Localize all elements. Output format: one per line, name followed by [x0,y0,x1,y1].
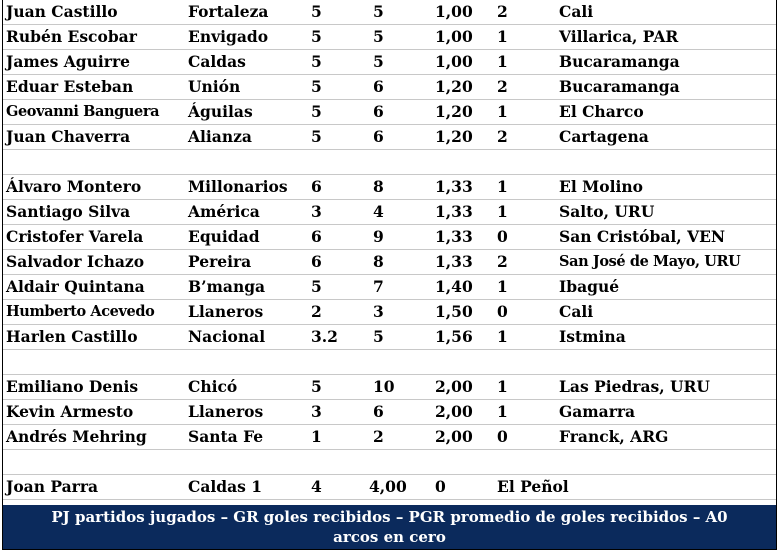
player-name: Juan Castillo [6,2,118,21]
birthplace: Cali [559,2,594,21]
matches-played: 3.2 [311,327,338,346]
goals-average: 1,33 [435,202,473,221]
team-name: Alianza [188,127,252,146]
clean-sheets: 1 [497,52,508,71]
table-row [3,300,776,325]
birthplace: San Cristóbal, VEN [559,227,726,246]
goals-conceded: 5 [373,52,384,71]
clean-sheets: 1 [497,202,508,221]
team-name: Santa Fe [188,427,264,446]
table-row [3,175,776,200]
goals-average: 1,20 [435,77,473,96]
matches-played: 3 [311,202,322,221]
birthplace: Salto, URU [559,202,655,221]
matches-played: 5 [311,77,322,96]
player-name: Emiliano Denis [6,377,139,396]
matches-played: 6 [311,227,322,246]
birthplace: El Molino [559,177,643,196]
table-row [3,100,776,125]
table-row [3,50,776,75]
goals-conceded: 6 [373,127,384,146]
player-name: Eduar Esteban [6,77,134,96]
goals-conceded: 6 [373,77,384,96]
birthplace: Istmina [559,327,626,346]
clean-sheets: 1 [497,27,508,46]
matches-played: 5 [311,277,322,296]
clean-sheets: 1 [497,377,508,396]
clean-sheets: 0 [497,302,508,321]
player-name: Álvaro Montero [6,177,142,196]
goals-average: 1,00 [435,2,473,21]
clean-sheets: 0 [497,227,508,246]
table-row [3,425,776,450]
clean-sheets: 2 [497,252,508,271]
clean-sheets: 0 [497,427,508,446]
table-row [3,125,776,150]
goals-average: 1,33 [435,177,473,196]
group-separator [3,350,776,375]
matches-played: 5 [311,127,322,146]
table-row [3,375,776,400]
player-name: Joan Parra [6,477,99,496]
goals-average: 2,00 [435,402,473,421]
clean-sheets: 1 [497,177,508,196]
player-name: Geovanni Banguera [6,103,160,120]
goals-average: 4,00 [369,477,407,496]
table-row [3,250,776,275]
goals-conceded: 6 [373,402,384,421]
table-group-3 [3,375,776,450]
birthplace: El Peñol [497,477,569,496]
team-name: Fortaleza [188,2,269,21]
table-group-1 [3,0,776,150]
matches-played: 4 [311,477,322,496]
player-name: Kevin Armesto [6,402,134,421]
goalkeeper-stats-table [2,0,777,550]
goals-conceded: 2 [373,427,384,446]
table-row [3,325,776,350]
team-name: Equidad [188,227,260,246]
goals-average: 1,00 [435,52,473,71]
goals-average: 2,00 [435,427,473,446]
clean-sheets: 1 [497,402,508,421]
matches-played: 5 [311,2,322,21]
table-row [3,275,776,300]
player-name: Aldair Quintana [6,277,145,296]
matches-played: 5 [311,102,322,121]
matches-played: 3 [311,402,322,421]
clean-sheets: 0 [435,477,446,496]
team-name: Llaneros [188,402,264,421]
goals-conceded: 8 [373,252,384,271]
player-name: James Aguirre [6,52,130,71]
team-name: Millonarios [188,177,288,196]
team-name: Llaneros [188,302,264,321]
team-name: Nacional [188,327,266,346]
team-name: Envigado [188,27,269,46]
goals-average: 1,40 [435,277,473,296]
clean-sheets: 2 [497,127,508,146]
goals-average: 1,20 [435,127,473,146]
player-name: Humberto Acevedo [6,303,155,320]
legend-line-1: PJ partidos jugados – GR goles recibidos – PGR promedio de goles recibidos – A0 [51,508,728,526]
birthplace: San José de Mayo, URU [559,253,741,270]
birthplace: Ibagué [559,277,620,296]
goals-average: 1,33 [435,252,473,271]
table-row [3,475,776,500]
birthplace: Las Piedras, URU [559,377,710,396]
clean-sheets: 1 [497,277,508,296]
birthplace: El Charco [559,102,644,121]
clean-sheets: 1 [497,327,508,346]
matches-played: 5 [311,377,322,396]
matches-played: 5 [311,52,322,71]
table-group-2 [3,175,776,350]
clean-sheets: 2 [497,2,508,21]
goals-conceded: 6 [373,102,384,121]
goals-conceded: 3 [373,302,384,321]
birthplace: Bucaramanga [559,52,680,71]
goals-average: 1,00 [435,27,473,46]
goals-conceded: 10 [373,377,395,396]
birthplace: Cartagena [559,127,649,146]
team-name: Caldas [188,52,246,71]
group-separator [3,150,776,175]
matches-played: 6 [311,252,322,271]
table-row [3,225,776,250]
goals-conceded: 5 [373,2,384,21]
birthplace: Villarica, PAR [559,27,679,46]
goals-conceded: 4 [373,202,384,221]
team-name: América [188,202,260,221]
goals-average: 1,56 [435,327,473,346]
player-name: Andrés Mehring [6,427,147,446]
goals-conceded: 9 [373,227,384,246]
goals-average: 1,20 [435,102,473,121]
birthplace: Franck, ARG [559,427,669,446]
clean-sheets: 2 [497,77,508,96]
legend-footer [3,505,776,549]
team-name: Pereira [188,252,252,271]
player-name: Salvador Ichazo [6,252,145,271]
table-row [3,25,776,50]
table-row [3,400,776,425]
legend-line-2: arcos en cero [333,528,446,546]
table-row [3,0,776,25]
matches-played: 5 [311,27,322,46]
player-name: Santiago Silva [6,202,131,221]
matches-played: 6 [311,177,322,196]
goals-conceded: 5 [373,27,384,46]
player-name: Cristofer Varela [6,227,144,246]
group-separator [3,450,776,475]
team-name: Chicó [188,377,238,396]
goals-average: 1,33 [435,227,473,246]
goals-average: 2,00 [435,377,473,396]
team-name: Águilas [188,102,253,121]
clean-sheets: 1 [497,102,508,121]
birthplace: Cali [559,302,594,321]
goals-conceded: 8 [373,177,384,196]
table-row [3,75,776,100]
team-name: Unión [188,77,241,96]
player-name: Harlen Castillo [6,327,138,346]
player-name: Juan Chaverra [6,127,131,146]
goals-conceded: 5 [373,327,384,346]
goals-average: 1,50 [435,302,473,321]
birthplace: Bucaramanga [559,77,680,96]
team-name: B’manga [188,277,266,296]
matches-played: 1 [311,427,322,446]
player-name: Rubén Escobar [6,27,137,46]
goals-conceded: 7 [373,277,384,296]
table-row [3,200,776,225]
birthplace: Gamarra [559,402,636,421]
team-name: Caldas 1 [188,477,263,496]
matches-played: 2 [311,302,322,321]
